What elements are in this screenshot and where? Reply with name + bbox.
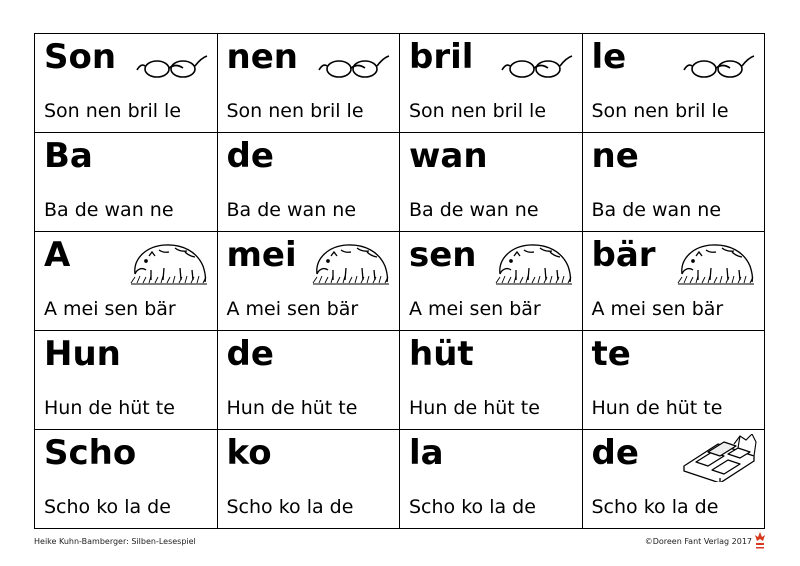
footer-author: Heike Kuhn-Bamberger: Silben-Lesespiel	[34, 537, 196, 546]
syllable: bär	[591, 235, 656, 275]
word-text: Hun de hüt te	[44, 397, 175, 420]
syllable: bril	[409, 37, 474, 77]
anteater-icon	[311, 236, 391, 286]
chocolate-icon	[680, 434, 758, 482]
card-mei	[218, 232, 401, 331]
syllable: A	[44, 235, 71, 275]
word-text: Son nen bril le	[226, 100, 364, 123]
syllable: Hun	[44, 334, 121, 374]
word-text: Scho ko la de	[591, 496, 719, 519]
syllable: hüt	[409, 334, 474, 374]
syllable: sen	[409, 235, 477, 275]
word-text: Ba de wan ne	[591, 199, 722, 222]
word-text: Scho ko la de	[44, 496, 171, 519]
card-hun	[35, 331, 218, 430]
word-text: Ba de wan ne	[44, 199, 174, 222]
card-de	[218, 133, 401, 232]
syllable: Scho	[44, 433, 137, 473]
card-le	[583, 34, 766, 133]
glasses-icon	[135, 50, 209, 80]
card-de-2	[218, 331, 401, 430]
syllable: wan	[409, 136, 488, 176]
word-text: Hun de hüt te	[591, 397, 723, 420]
card-de-3	[583, 430, 766, 529]
card-scho	[35, 430, 218, 529]
card-baer	[583, 232, 766, 331]
word-text: Ba de wan ne	[409, 199, 539, 222]
word-text: Son nen bril le	[44, 100, 182, 123]
word-text: Ba de wan ne	[226, 199, 357, 222]
word-text: Son nen bril le	[591, 100, 729, 123]
word-text: Son nen bril le	[409, 100, 547, 123]
word-text: A mei sen bär	[591, 298, 724, 321]
word-text: A mei sen bär	[409, 298, 541, 321]
syllable: mei	[226, 235, 297, 275]
card-a	[35, 232, 218, 331]
card-wan	[400, 133, 583, 232]
card-huet	[400, 331, 583, 430]
anteater-icon	[494, 236, 574, 286]
syllable: de	[226, 334, 274, 374]
card-son	[35, 34, 218, 133]
footer-copyright: ©Doreen Fant Verlag 2017	[644, 537, 752, 546]
card-la	[400, 430, 583, 529]
syllable: ko	[226, 433, 272, 473]
syllable: de	[591, 433, 639, 473]
card-te	[583, 331, 766, 430]
glasses-icon	[682, 50, 756, 80]
glasses-icon	[317, 50, 391, 80]
publisher-logo-icon	[754, 531, 766, 553]
card-ne	[583, 133, 766, 232]
card-nen	[218, 34, 401, 133]
syllable: Ba	[44, 136, 93, 176]
word-text: Scho ko la de	[409, 496, 536, 519]
syllable: le	[591, 37, 627, 77]
syllable-card-grid	[34, 33, 765, 529]
word-text: A mei sen bär	[226, 298, 359, 321]
word-text: Hun de hüt te	[409, 397, 540, 420]
card-ba	[35, 133, 218, 232]
word-text: Scho ko la de	[226, 496, 354, 519]
syllable: nen	[226, 37, 298, 77]
syllable: te	[591, 334, 631, 374]
syllable: Son	[44, 37, 117, 77]
anteater-icon	[676, 236, 756, 286]
syllable: de	[226, 136, 274, 176]
card-bril	[400, 34, 583, 133]
word-text: A mei sen bär	[44, 298, 176, 321]
word-text: Hun de hüt te	[226, 397, 358, 420]
card-ko	[218, 430, 401, 529]
syllable: la	[409, 433, 444, 473]
anteater-icon	[129, 236, 209, 286]
card-sen	[400, 232, 583, 331]
glasses-icon	[500, 50, 574, 80]
syllable: ne	[591, 136, 639, 176]
